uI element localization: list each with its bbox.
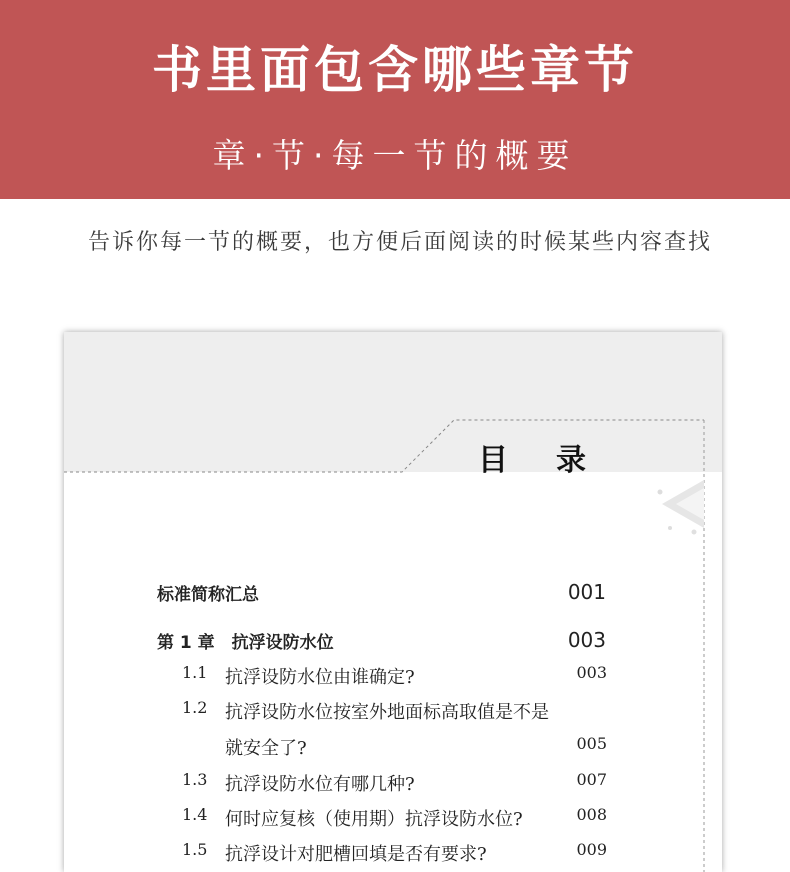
toc-entry-label: 抗浮设防水位由谁确定? xyxy=(225,667,415,688)
toc-entry-page: 008 xyxy=(576,805,607,824)
toc-title: 目录 xyxy=(478,443,634,478)
toc-entry[interactable] xyxy=(64,663,722,695)
toc-entry-page: 005 xyxy=(576,734,607,753)
toc-entry-label: 标准简称汇总 xyxy=(157,585,259,605)
banner-subtitle: 章·节·每一节的概要 xyxy=(212,136,578,175)
toc-entry-number: 1.4 xyxy=(182,805,208,824)
toc-entry-page: 001 xyxy=(567,580,606,604)
toc-entry-label: 就安全了? xyxy=(225,738,307,759)
toc-chapter-page: 003 xyxy=(567,628,606,652)
toc-entry-label: 抗浮设防水位有哪几种? xyxy=(225,774,415,795)
toc-entry-number: 1.1 xyxy=(182,663,208,682)
toc-page xyxy=(64,332,722,872)
toc-entry[interactable] xyxy=(64,698,722,730)
header-banner xyxy=(0,0,790,199)
toc-chapter-label: 第 1 章 抗浮设防水位 xyxy=(157,633,334,653)
toc-entry-label: 抗浮设防水位按室外地面标高取值是不是 xyxy=(225,702,549,723)
toc-entry-number: 1.3 xyxy=(182,770,208,789)
toc-entry-page: 007 xyxy=(576,770,607,789)
toc-entry-number: 1.2 xyxy=(182,698,208,717)
toc-entry-label: 抗浮设计对肥槽回填是否有要求? xyxy=(225,844,487,865)
banner-title: 书里面包含哪些章节 xyxy=(152,40,638,99)
toc-entry-page: 003 xyxy=(576,663,607,682)
toc-entry[interactable] xyxy=(64,805,722,837)
intro-text: 告诉你每一节的概要，也方便后面阅读的时候某些内容查找 xyxy=(87,230,712,255)
toc-entry[interactable] xyxy=(64,770,722,802)
toc-entry-continuation[interactable] xyxy=(64,734,722,766)
toc-entry-label: 何时应复核（使用期）抗浮设防水位? xyxy=(225,809,523,830)
toc-entry-number: 1.5 xyxy=(182,840,208,859)
toc-chapter[interactable] xyxy=(64,628,722,660)
toc-entry-page: 009 xyxy=(576,840,607,859)
toc-entry[interactable] xyxy=(64,580,722,612)
toc-entry[interactable] xyxy=(64,840,722,872)
